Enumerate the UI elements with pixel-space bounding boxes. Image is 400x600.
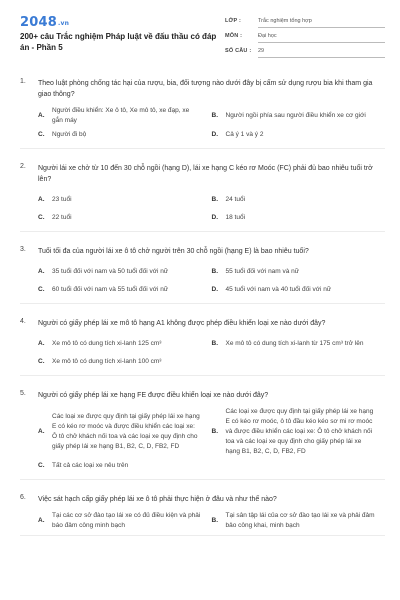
logo-main: 2048: [20, 15, 57, 30]
question-number: 2.: [20, 163, 26, 170]
answer-options: [38, 263, 385, 299]
answer-option[interactable]: [212, 281, 386, 299]
option-letter: B.: [211, 112, 218, 119]
option-letter: C.: [38, 286, 45, 293]
question-number: 3.: [20, 246, 26, 253]
question-number: 6.: [20, 494, 26, 501]
option-text: 45 tuổi với nam và 40 tuổi đối với nữ: [225, 286, 332, 293]
meta-row-subject: [225, 31, 385, 46]
option-letter: C.: [38, 131, 45, 138]
option-text: 22 tuổi: [52, 214, 72, 221]
question-text: Người có giấy phép lái xe mô tô hạng A1 không được phép điều khiển loại xe nào dưới đây?: [38, 320, 326, 327]
answer-option[interactable]: [38, 335, 212, 353]
option-text: 35 tuổi đối với nam và 50 tuổi đối với nữ: [52, 268, 169, 275]
answer-option[interactable]: [212, 191, 386, 209]
question-text: Theo luật phòng chống tác hại của rượu, bia, đối tượng nào dưới đây bị cấm sử dụng rượu bia khi tham gia giao thông?: [38, 80, 373, 98]
answer-options: [38, 511, 385, 531]
divider: [20, 303, 385, 304]
option-text: Xe mô tô có dung tích xi-lanh 100 cm³: [52, 358, 162, 365]
option-text: Tại sân tập lái của cơ sở đào tạo lái xe và phải đảm bảo công khai, minh bạch: [225, 512, 375, 529]
option-text: Cả ý 1 và ý 2: [225, 131, 264, 138]
option-letter: C.: [38, 462, 45, 469]
answer-options: [38, 407, 385, 475]
option-letter: B.: [211, 196, 218, 203]
meta-value: 29: [258, 48, 385, 58]
answer-option[interactable]: [212, 335, 386, 353]
answer-option[interactable]: [212, 407, 386, 457]
answer-option[interactable]: [38, 263, 212, 281]
option-text: Xe mô tô có dung tích xi-lanh từ 175 cm³ trở lên: [225, 340, 364, 347]
option-letter: A.: [38, 112, 45, 119]
meta-value: Trắc nghiệm tổng hợp: [258, 18, 385, 28]
meta-info: [225, 16, 385, 61]
meta-value: Đại học: [258, 33, 385, 43]
option-text: Người đi bộ: [52, 131, 87, 138]
option-letter: B.: [211, 517, 218, 524]
option-letter: A.: [38, 268, 45, 275]
question-text: Việc sát hạch cấp giấy phép lái xe ô tô phải thực hiện ở đâu và như thế nào?: [38, 496, 277, 503]
meta-label: MÔN :: [225, 33, 243, 39]
answer-option[interactable]: [38, 191, 212, 209]
answer-option[interactable]: [212, 126, 386, 144]
answer-option[interactable]: [212, 209, 386, 227]
option-letter: D.: [211, 286, 218, 293]
answer-option[interactable]: [38, 457, 385, 475]
divider: [20, 148, 385, 149]
answer-option[interactable]: [38, 126, 212, 144]
question-list: [20, 78, 385, 550]
option-letter: A.: [38, 428, 45, 435]
option-text: 23 tuổi: [52, 196, 72, 203]
option-letter: A.: [38, 340, 45, 347]
site-logo[interactable]: [20, 15, 69, 30]
answer-option[interactable]: [212, 106, 386, 126]
option-text: 55 tuổi đối với nam và nữ: [225, 268, 300, 275]
answer-option[interactable]: [38, 407, 212, 457]
answer-options: [38, 191, 385, 227]
answer-option[interactable]: [212, 511, 386, 531]
question-number: 1.: [20, 78, 26, 85]
option-text: Xe mô tô có dung tích xi-lanh 125 cm³: [52, 340, 162, 347]
option-letter: C.: [38, 358, 45, 365]
question-block: [20, 494, 385, 536]
answer-options: [38, 106, 385, 144]
option-text: Tất cả các loại xe nêu trên: [52, 462, 129, 469]
document-title: 200+ câu Trắc nghiệm Pháp luật về đấu thầu có đáp án - Phần 5: [20, 32, 217, 52]
option-letter: C.: [38, 214, 45, 221]
option-text: Người điều khiển: Xe ô tô, Xe mô tô, xe đạp, xe gắn máy: [52, 107, 190, 124]
option-letter: B.: [211, 340, 218, 347]
option-text: Tại các cơ sở đào tạo lái xe có đủ điều kiện và phải báo đảm công minh bạch: [52, 512, 201, 529]
answer-option[interactable]: [38, 209, 212, 227]
divider: [20, 231, 385, 232]
question-block: [20, 390, 385, 480]
option-text: 24 tuổi: [225, 196, 246, 203]
option-letter: D.: [211, 214, 218, 221]
question-text: Người lái xe chở từ 10 đến 30 chỗ ngồi (hạng D), lái xe hạng C kéo rơ Moóc (FC) phải đủ bao nhiêu tuổi trở lên?: [38, 165, 373, 183]
question-number: 5.: [20, 390, 26, 397]
divider: [20, 535, 385, 536]
option-text: Người ngồi phía sau người điều khiển xe cơ giới: [225, 112, 366, 119]
option-text: 18 tuổi: [225, 214, 246, 221]
question-block: [20, 246, 385, 304]
document-header: [0, 0, 400, 62]
option-letter: A.: [38, 517, 45, 524]
meta-label: SỐ CÂU :: [225, 48, 252, 54]
question-block: [20, 78, 385, 149]
option-text: Các loại xe được quy định tại giấy phép lái xe hạng E có kéo rơ moóc, ô tô đầu kéo kéo sơ mi rơ moóc và được điều khiển các loại xe: Ô tô chở khách nối toa và các loại xe quy định cho giấy phép lái xe hạng B1, B2, C, D, FB2, FD: [225, 408, 374, 455]
option-letter: B.: [211, 268, 218, 275]
answer-option[interactable]: [38, 106, 212, 126]
meta-row-count: [225, 46, 385, 61]
answer-option[interactable]: [212, 263, 386, 281]
answer-option[interactable]: [38, 281, 212, 299]
meta-label: LỚP :: [225, 18, 241, 24]
option-letter: D.: [211, 131, 218, 138]
option-text: 60 tuổi đối với nam và 55 tuổi đối với nữ: [52, 286, 169, 293]
answer-options: [38, 335, 385, 371]
answer-option[interactable]: [38, 353, 385, 371]
option-letter: B.: [211, 428, 218, 435]
question-text: Tuổi tối đa của người lái xe ô tô chở người trên 30 chỗ ngồi (hạng E) là bao nhiêu tuổi?: [38, 248, 309, 255]
answer-option[interactable]: [38, 511, 212, 531]
logo-suffix: .vn: [57, 20, 70, 27]
question-block: [20, 318, 385, 376]
question-block: [20, 163, 385, 232]
option-text: Các loại xe được quy định tại giấy phép lái xe hạng E có kéo rơ moóc và được điều khiển các loại xe: Ô tô chở khách nối toa và các loại xe quy định cho giấy phép lái xe hạng B1, B2, C, D, FB2, FD: [52, 413, 200, 450]
question-number: 4.: [20, 318, 26, 325]
divider: [20, 479, 385, 480]
meta-row-class: [225, 16, 385, 31]
option-letter: A.: [38, 196, 45, 203]
question-text: Người có giấy phép lái xe hạng FE được điều khiển loại xe nào dưới đây?: [38, 392, 269, 399]
divider: [20, 375, 385, 376]
